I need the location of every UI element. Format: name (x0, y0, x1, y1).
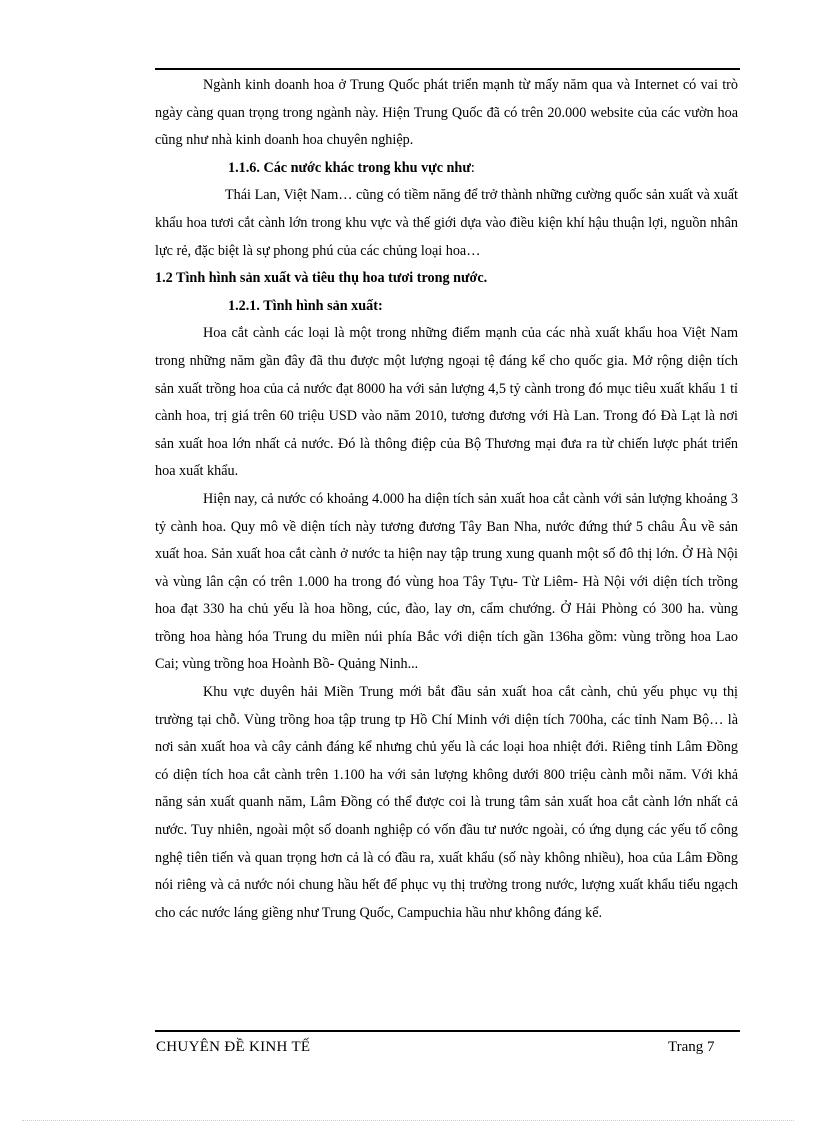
paragraph-production-areas: Hiện nay, cả nước có khoảng 4.000 ha diện tích sản xuất hoa cắt cành với sản lượng khoảng 3 tỷ cành hoa. Quy mô về diện tích này tương đương Tây Ban Nha, nước đứng thứ 5 châu Âu về sản xuất hoa. Sản xuất hoa cắt cành ở nước ta hiện nay tập trung xung quanh một số đô thị lớn. Ở Hà Nội và vùng lân cận có trên 1.000 ha trong đó vùng hoa Tây Tựu- Từ Liêm- Hà Nội với diện tích trồng hoa đạt 330 ha chủ yếu là hoa hồng, cúc, đào, lay ơn, cẩm chướng. Ở Hải Phòng có 300 ha. vùng trồng hoa hàng hóa Trung du miền núi phía Bắc với diện tích gần 136ha gồm: vùng trồng hoa Lao Cai; vùng trồng hoa Hoành Bồ- Quảng Ninh... (155, 490, 738, 673)
page-body (155, 72, 738, 927)
section-heading-1-2: 1.2 Tình hình sản xuất và tiêu thụ hoa tươi trong nước. (155, 270, 488, 287)
paragraph-cut-flower-export: Hoa cắt cành các loại là một trong những điểm mạnh của các nhà xuất khẩu hoa Việt Nam trong những năm gần đây đã thu được một lượng ngoại tệ đáng kể cho quốc gia. Mở rộng diện tích sản xuất trồng hoa của cả nước đạt 8000 ha với sản lượng 4,5 tỷ cành trong đó mục tiêu xuất khẩu 1 tỉ cành hoa, trị giá trên 60 triệu USD vào năm 2010, tương đương với Hà Lan. Trong đó Đà Lạt là nơi sản xuất hoa lớn nhất cả nước. Đó là thông điệp của Bộ Thương mại đưa ra từ chiến lược phát triển hoa xuất khẩu. (155, 325, 738, 480)
section-heading-1-2-1: 1.2.1. Tình hình sản xuất: (228, 297, 383, 314)
paragraph-central-south-regions: Khu vực duyên hải Miền Trung mới bắt đầu sản xuất hoa cắt cành, chủ yếu phục vụ thị trường tại chỗ. Vùng trồng hoa tập trung tp Hồ Chí Minh với diện tích 700ha, các tỉnh Nam Bộ… là nơi sản xuất hoa và cây cảnh đáng kể nhưng chủ yếu là các loại hoa nhiệt đới. Riêng tỉnh Lâm Đồng có diện tích hoa cắt cành trên 1.100 ha với sản lượng không dưới 800 triệu cành mỗi năm. Với khả năng sản xuất quanh năm, Lâm Đồng có thể được coi là trung tâm sản xuất hoa cắt cành lớn nhất cả nước. Tuy nhiên, ngoài một số doanh nghiệp có vốn đầu tư nước ngoài, có ứng dụng các yếu tố công nghệ tiên tiến và quan trọng hơn cả là có đầu ra, xuất khẩu (số này không nhiều), hoa của Lâm Đồng nói riêng và cả nước nói chung hầu hết để phục vụ thị trường trong nước, lượng xuất khẩu tiểu ngạch cho các nước láng giềng như Trung Quốc, Campuchia hầu như không đáng kể. (155, 684, 738, 921)
header-rule (155, 68, 740, 70)
footer-rule (155, 1030, 740, 1032)
paragraph-other-countries: Thái Lan, Việt Nam… cũng có tiềm năng để trở thành những cường quốc sản xuất và xuất khẩu hoa tươi cắt cành lớn trong khu vực và thế giới dựa vào điều kiện khí hậu thuận lợi, nguồn nhân lực rẻ, đặc biệt là sự phong phú của các chủng loại hoa… (155, 187, 738, 259)
section-heading-1-1-6-colon: : (470, 159, 475, 176)
section-heading-1-1-6-text: 1.1.6. Các nước khác trong khu vực như (228, 159, 471, 176)
footer-title: CHUYÊN ĐỀ KINH TẾ (156, 1039, 311, 1055)
section-heading-1-1-6 (155, 155, 738, 183)
paragraph-china-flower-business: Ngành kinh doanh hoa ở Trung Quốc phát triển mạnh từ mấy năm qua và Internet có vai trò ngày càng quan trọng trong ngành này. Hiện Trung Quốc đã có trên 20.000 website của các vườn hoa cũng như nhà kinh doanh hoa chuyên nghiệp. (155, 77, 738, 149)
footer-page-number: Trang 7 (668, 1039, 715, 1055)
page-bottom-edge (22, 1120, 794, 1121)
